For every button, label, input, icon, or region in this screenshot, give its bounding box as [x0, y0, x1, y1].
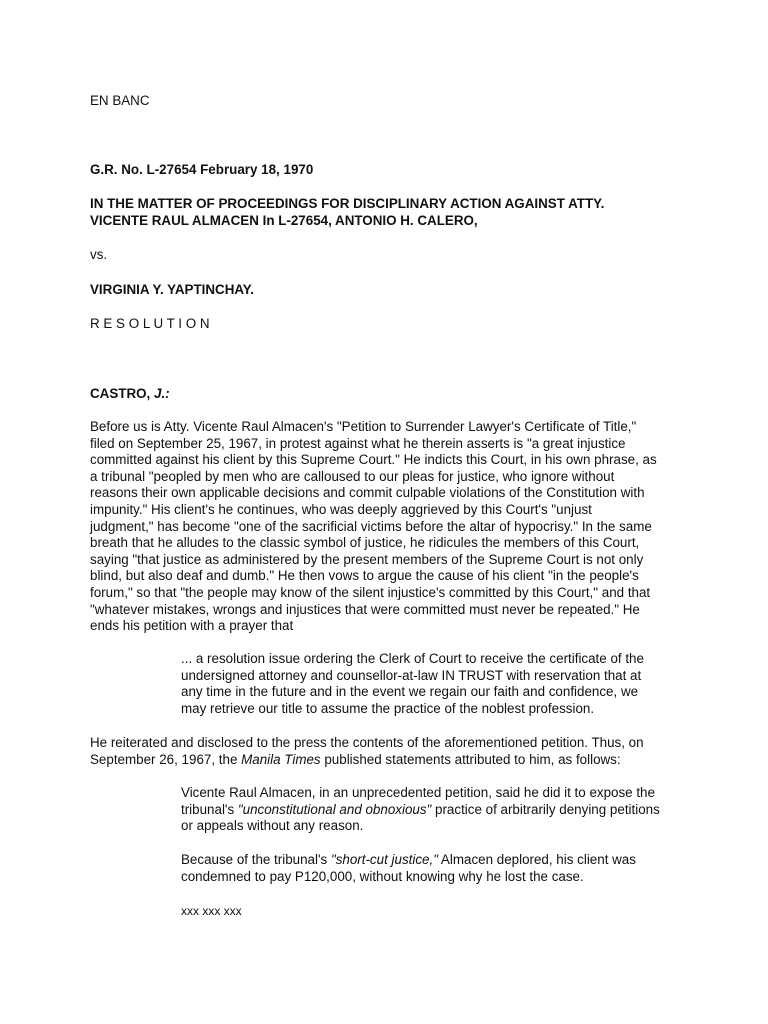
block-quote-1: [181, 651, 691, 717]
block-quote-2: [181, 785, 691, 835]
block-quote-3: [181, 852, 691, 885]
quote-line: [181, 802, 691, 819]
text-run: Almacen deplored, his client was: [437, 852, 636, 867]
case-number: G.R. No. L-27654 February 18, 1970: [90, 162, 314, 177]
quote-line: undersigned attorney and counsellor-at-law IN TRUST with reservation that at: [181, 667, 642, 683]
paragraph-line: saying "that justice as administered by the present members of the Supreme Court is not only: [90, 551, 644, 567]
paragraph-line: ends his petition with a prayer that: [90, 618, 294, 634]
paragraph-line: forum," so that "the people may know of the silent injustice's committed by this Court," and that: [90, 584, 651, 600]
case-caption-line: IN THE MATTER OF PROCEEDINGS FOR DISCIPLINARY ACTION AGAINST ATTY.: [90, 196, 605, 211]
italic-quote: "short-cut justice,": [330, 852, 438, 867]
paragraph-line: committed against his client by this Supreme Court." He indicts this Court, in his own phrase, as: [90, 452, 657, 468]
court-division: EN BANC: [90, 93, 150, 108]
paragraph-line: blind, but also deaf and dumb." He then vows to argue the cause of his client "in the people's: [90, 568, 639, 584]
quote-line: Vicente Raul Almacen, in an unprecedented petition, said he did it to expose the: [181, 785, 655, 800]
quote-line: [181, 852, 691, 869]
publication-name: Manila Times: [241, 751, 321, 767]
text-run: practice of arbitrarily denying petitions: [431, 801, 660, 817]
paragraph-1: [90, 419, 740, 635]
author-title: J.:: [154, 386, 170, 401]
paragraph-line: reasons their own applicable decisions and commit culpable violations of the Constitution with: [90, 485, 645, 501]
quote-line: condemned to pay P120,000, without knowing why he lost the case.: [181, 868, 584, 884]
paragraph-2: [90, 735, 740, 768]
author-name: CASTRO,: [90, 386, 151, 401]
quote-line: may retrieve our title to assume the practice of the noblest profession.: [181, 700, 595, 716]
paragraph-line: He reiterated and disclosed to the press the contents of the aforementioned petition. Thus, on: [90, 735, 644, 750]
paragraph-line: "whatever mistakes, wrongs and injustices that were committed must never be repeated." He: [90, 601, 640, 617]
author-line: [90, 386, 690, 403]
text-run: September 26, 1967, the: [90, 751, 242, 767]
respondent-name: VIRGINIA Y. YAPTINCHAY.: [90, 282, 254, 297]
text-run: published statements attributed to him, as follows:: [320, 751, 621, 767]
ellipsis-marker: xxx xxx xxx: [181, 904, 242, 918]
italic-quote: "unconstitutional and obnoxious": [237, 801, 432, 817]
quote-line: or appeals without any reason.: [181, 818, 364, 834]
versus-label: vs.: [90, 247, 108, 262]
paragraph-line: impunity." His client's he continues, who was deeply aggrieved by this Court's "unjust: [90, 501, 592, 517]
quote-line: any time in the future and in the event we regain our faith and confidence, we: [181, 684, 639, 700]
paragraph-line: judgment," has become "one of the sacrificial victims before the altar of hypocrisy." In the same: [90, 518, 652, 534]
text-run: Because of the tribunal's: [181, 852, 331, 867]
text-run: tribunal's: [181, 801, 238, 817]
paragraph-line: [90, 752, 740, 769]
quote-line: ... a resolution issue ordering the Clerk of Court to receive the certificate of the: [181, 651, 644, 666]
paragraph-line: Before us is Atty. Vicente Raul Almacen's "Petition to Surrender Lawyer's Certificate of Title,": [90, 419, 637, 434]
block-quote-4: [181, 903, 691, 920]
paragraph-line: breath that he alludes to the classic symbol of justice, he ridicules the members of this Court,: [90, 535, 640, 551]
case-caption-line: VICENTE RAUL ALMACEN In L-27654, ANTONIO H. CALERO,: [90, 212, 478, 228]
paragraph-line: a tribunal "peopled by men who are calloused to our pleas for justice, who ignore without: [90, 468, 615, 484]
paragraph-line: filed on September 25, 1967, in protest against what he therein asserts is "a great injustice: [90, 435, 626, 451]
case-caption: [90, 196, 730, 229]
document-type-heading: R E S O L U T I O N: [90, 316, 210, 331]
